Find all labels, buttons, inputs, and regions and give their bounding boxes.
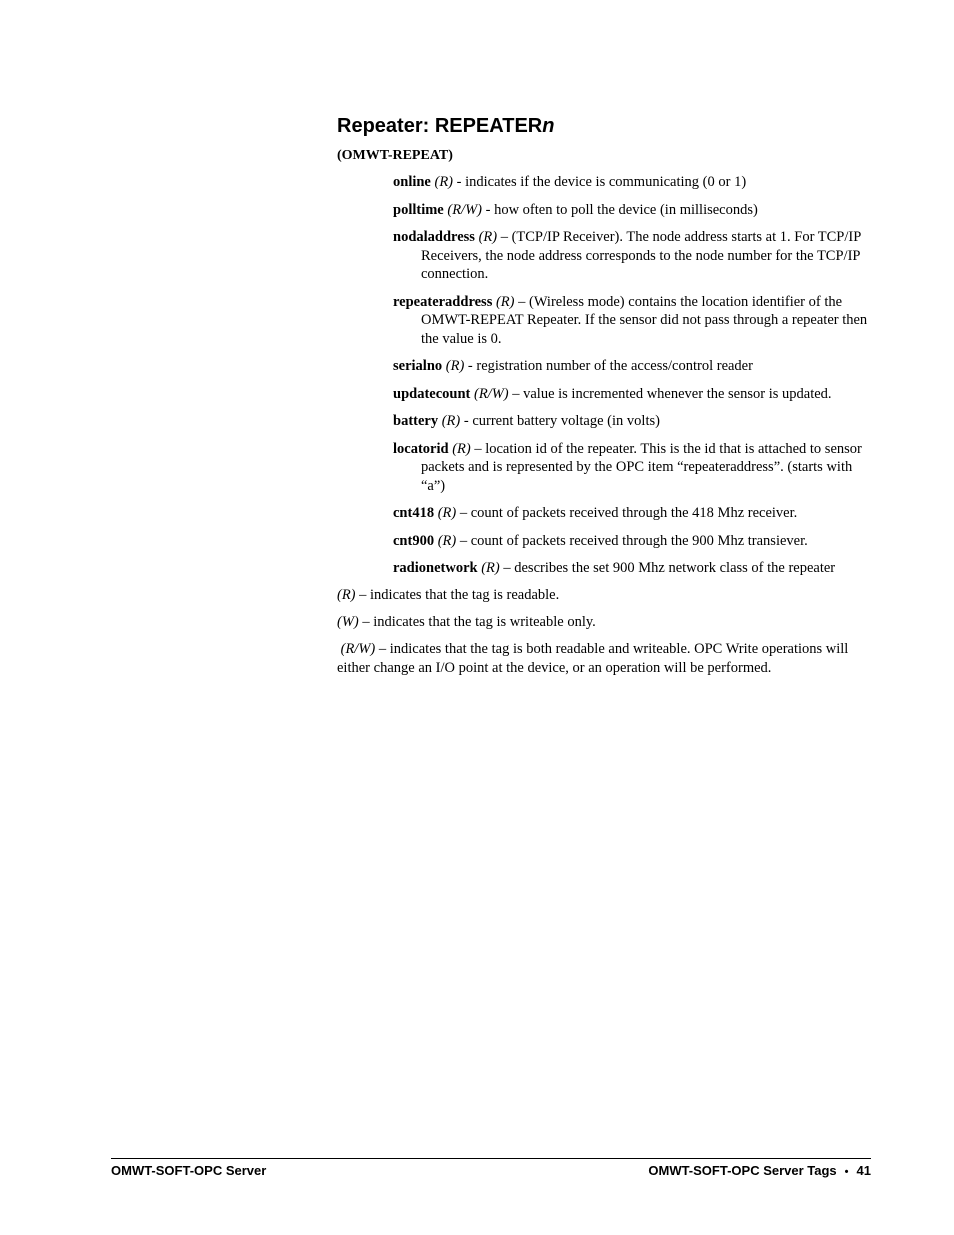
tag-name: battery xyxy=(393,413,439,429)
tag-access: (R) xyxy=(437,532,457,549)
tag-item-polltime xyxy=(393,201,871,220)
tag-access: (R) xyxy=(495,293,515,310)
note-access: (W) xyxy=(337,614,359,630)
tag-access: (R) xyxy=(441,413,461,429)
tag-item-cnt418 xyxy=(393,504,871,523)
tag-item-updatecount xyxy=(393,385,871,404)
tag-item-radionetwork xyxy=(393,559,871,578)
note-access: (R/W) xyxy=(337,641,376,657)
note-text: – indicates that the tag is writeable only. xyxy=(358,614,596,630)
tag-access: (R) xyxy=(445,358,465,374)
note-read-write xyxy=(337,640,871,678)
tag-description: – value is incremented whenever the sensor is updated. xyxy=(508,385,832,402)
tag-item-cnt900 xyxy=(393,532,871,551)
tag-access: (R) xyxy=(478,229,498,245)
tag-name: cnt418 xyxy=(393,505,435,521)
tag-description: – count of packets received through the 418 Mhz receiver. xyxy=(456,505,798,521)
tag-name: locatorid xyxy=(393,440,449,457)
access-notes xyxy=(337,586,871,686)
note-readable xyxy=(337,586,871,605)
tag-name: cnt900 xyxy=(393,532,435,549)
tag-item-battery xyxy=(393,412,871,431)
footer-rule xyxy=(111,1158,871,1159)
section-title xyxy=(337,113,554,139)
note-writeable xyxy=(337,613,871,632)
note-access: (R) xyxy=(337,587,356,603)
note-text: – indicates that the tag is both readable and writeable. OPC Write operations will either change an I/O point at the device, or an operation will be performed. xyxy=(337,641,849,676)
section-title-variable: n xyxy=(542,115,555,137)
section-title-prefix: Repeater: REPEATER xyxy=(337,115,543,137)
tag-name: polltime xyxy=(393,201,444,218)
note-text: – indicates that the tag is readable. xyxy=(355,587,560,603)
tag-access: (R) xyxy=(434,174,454,190)
footer-left: OMWT-SOFT-OPC Server xyxy=(111,1163,267,1178)
tag-name: serialno xyxy=(393,358,443,374)
tag-name: repeateraddress xyxy=(393,293,493,310)
tag-description: – location id of the repeater. This is the id that is attached to sensor packets and is represented by the OPC item “repeateraddress”. (starts with “a”) xyxy=(421,440,862,494)
tag-description: - current battery voltage (in volts) xyxy=(460,413,660,429)
tag-item-nodaladdress xyxy=(393,228,871,284)
tag-access: (R) xyxy=(481,560,500,576)
tag-description: – (TCP/IP Receiver). The node address starts at 1. For TCP/IP Receivers, the node address corresponds to the node number for the TCP/IP connection. xyxy=(421,229,861,282)
tag-list xyxy=(393,173,871,587)
tag-name: nodaladdress xyxy=(393,229,475,245)
tag-item-online xyxy=(393,173,871,192)
tag-item-locatorid xyxy=(393,440,871,496)
section-subtitle: (OMWT-REPEAT) xyxy=(337,148,453,163)
footer-right xyxy=(648,1162,871,1181)
footer-chapter-title: OMWT-SOFT-OPC Server Tags xyxy=(648,1163,837,1178)
tag-item-serialno xyxy=(393,357,871,376)
tag-description: - indicates if the device is communicating (0 or 1) xyxy=(453,174,747,190)
tag-access: (R) xyxy=(452,440,471,457)
tag-item-repeateraddress xyxy=(393,293,871,349)
tag-name: updatecount xyxy=(393,385,471,402)
tag-description: – count of packets received through the 900 Mhz transiever. xyxy=(456,532,808,549)
tag-description: – (Wireless mode) contains the location identifier of the OMWT-REPEAT Repeater. If the sensor did not pass through a repeater then the value is 0. xyxy=(421,293,868,347)
footer-bullet: • xyxy=(844,1166,849,1178)
tag-description: - registration number of the access/control reader xyxy=(464,358,753,374)
tag-access: (R/W) xyxy=(447,201,482,218)
tag-name: radionetwork xyxy=(393,560,478,576)
tag-description: – describes the set 900 Mhz network class of the repeater xyxy=(499,560,836,576)
tag-access: (R) xyxy=(437,505,457,521)
tag-access: (R/W) xyxy=(473,385,509,402)
page-number: 41 xyxy=(856,1163,871,1178)
tag-name: online xyxy=(393,174,431,190)
tag-description: - how often to poll the device (in milliseconds) xyxy=(482,201,758,218)
